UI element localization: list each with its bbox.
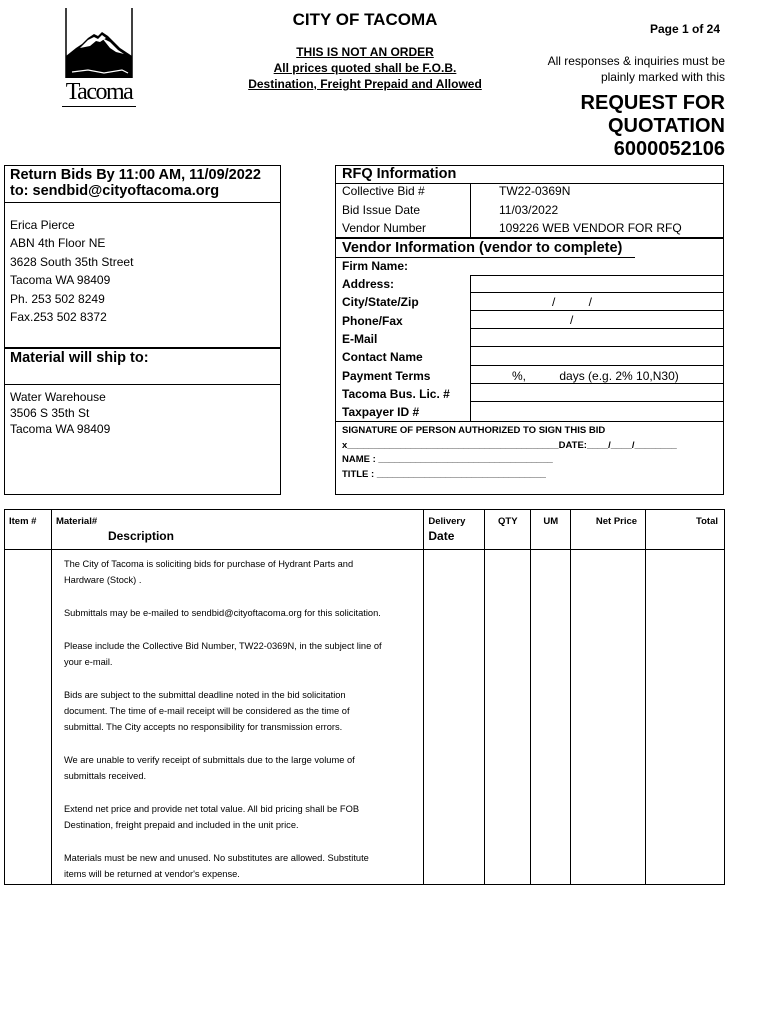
contact-line: 3628 South 35th Street: [10, 254, 134, 269]
rfq-info-header: RFQ Information: [342, 166, 457, 182]
page-number: Page 1 of 24: [649, 22, 720, 36]
tax-id-field[interactable]: [470, 402, 724, 422]
title-line[interactable]: TITLE : ________________________________: [342, 468, 546, 480]
description-paragraph: Bids are subject to the submittal deadline noted in the bid solicitation document. The time of e-mail receipt will be considered as the time of submittal. The City accepts no responsibility for transmission errors.: [63, 690, 350, 732]
payment-terms-hint: %, days (e.g. 2% 10,N30): [512, 369, 679, 383]
city-logo: [62, 8, 136, 113]
rfq-label-vendor-number: Vendor Number: [342, 221, 427, 235]
table-header-row: [5, 510, 725, 550]
return-bids-email: to: sendbid@cityoftacoma.org: [10, 183, 220, 199]
phone-fax-field[interactable]: [470, 329, 724, 347]
return-bids-deadline: Return Bids By 11:00 AM, 11/09/2022: [10, 167, 261, 183]
total-cell[interactable]: [646, 550, 725, 885]
table-row: [5, 550, 725, 885]
phone-fax-separator: /: [570, 313, 574, 327]
contact-line: Fax.253 502 8372: [10, 310, 107, 325]
rfq-value-collective-bid: TW22-0369N: [499, 184, 571, 198]
field-label-contact-name: Contact Name: [342, 350, 423, 364]
field-label-city-state-zip: City/State/Zip: [342, 295, 419, 309]
return-bids-header: [10, 167, 261, 199]
description-paragraph: Please include the Collective Bid Number, TW22-0369N, in the subject line of your e-mail.: [63, 641, 382, 667]
divider: [335, 421, 724, 422]
um-cell: [531, 550, 571, 885]
header-um: UM: [531, 510, 571, 550]
ship-to-header: Material will ship to:: [10, 350, 149, 366]
description-paragraph: Materials must be new and unused. No substitutes are allowed. Substitute items will be returned at vendor's expense.: [63, 853, 369, 879]
signature-block: [342, 424, 677, 482]
ship-address-line: 3506 S 35th St: [10, 406, 90, 420]
field-label-email: E-Mail: [342, 332, 378, 346]
field-label-firm-name: Firm Name:: [342, 259, 409, 273]
delivery-date-cell[interactable]: [424, 550, 485, 885]
city-state-zip-separators: / /: [552, 295, 593, 309]
firm-name-field[interactable]: [470, 275, 724, 293]
responses-note: [520, 53, 725, 85]
description-paragraph: Submittals may be e-mailed to sendbid@cityoftacoma.org for this solicitation.: [63, 608, 381, 618]
rfq-label-issue-date: Bid Issue Date: [342, 203, 421, 217]
rfq-title: [520, 92, 725, 161]
divider: [4, 347, 281, 349]
not-order-line1: THIS IS NOT AN ORDER: [296, 45, 434, 59]
rfq-title-line2: QUOTATION: [607, 115, 725, 137]
ship-address-line: Tacoma WA 98409: [10, 422, 111, 436]
description-paragraph: Extend net price and provide net total value. All bid pricing shall be FOB Destination, freight prepaid and included in the unit price.: [63, 804, 360, 830]
item-number-cell: [5, 550, 52, 885]
divider: [335, 237, 724, 239]
divider: [4, 202, 281, 203]
address-field[interactable]: [470, 293, 724, 311]
not-order-line3: Destination, Freight Prepaid and Allowed: [248, 77, 482, 91]
header-delivery: Delivery: [428, 516, 466, 527]
field-label-payment-terms: Payment Terms: [342, 369, 431, 383]
header-material-description: [51, 510, 423, 550]
return-bids-box: [4, 165, 281, 495]
header-material: Material#: [55, 516, 98, 527]
header-net-price: Net Price: [571, 510, 646, 550]
rfq-title-line1: REQUEST FOR: [580, 92, 725, 114]
description-paragraph: We are unable to verify receipt of submittals due to the large volume of submittals received.: [63, 755, 355, 781]
rfq-label-collective-bid: Collective Bid #: [342, 184, 425, 198]
vendor-info-header: Vendor Information (vendor to complete): [342, 240, 623, 256]
name-line[interactable]: NAME : _________________________________: [342, 454, 553, 465]
not-order-notice: [220, 44, 510, 92]
header-delivery-date: [424, 510, 485, 550]
signature-title: SIGNATURE OF PERSON AUTHORIZED TO SIGN THIS BID: [342, 425, 606, 436]
field-label-bus-lic: Tacoma Bus. Lic. #: [342, 387, 450, 401]
logo-wordmark: Tacoma: [62, 78, 136, 107]
contact-line: Tacoma WA 98409: [10, 273, 111, 288]
description-cell: [51, 550, 423, 885]
header-item-number: Item #: [5, 510, 52, 550]
description-paragraph: The City of Tacoma is soliciting bids for purchase of Hydrant Parts and Hardware (Stock) .: [63, 559, 354, 585]
header-description: Description: [107, 529, 174, 543]
field-label-address: Address:: [342, 277, 395, 291]
header-qty: QTY: [485, 510, 531, 550]
rfq-value-issue-date: 11/03/2022: [499, 203, 559, 217]
contact-line: ABN 4th Floor NE: [10, 236, 106, 251]
net-price-cell[interactable]: [571, 550, 646, 885]
not-order-line2: All prices quoted shall be F.O.B.: [273, 61, 457, 75]
rfq-value-vendor-number: 109226 WEB VENDOR FOR RFQ: [499, 221, 682, 235]
payment-terms-field[interactable]: [470, 384, 724, 402]
responses-line2: plainly marked with this: [600, 70, 725, 84]
rfq-number: 6000052106: [613, 138, 725, 160]
responses-line1: All responses & inquiries must be: [547, 54, 725, 68]
ship-address-line: Water Warehouse: [10, 390, 106, 404]
qty-cell: [485, 550, 531, 885]
divider: [4, 384, 281, 385]
contact-line: Erica Pierce: [10, 218, 75, 232]
city-name: CITY OF TACOMA: [292, 10, 438, 29]
contact-block: [10, 216, 133, 326]
items-table: [4, 509, 725, 885]
contact-line: Ph. 253 502 8249: [10, 291, 105, 306]
divider: [335, 257, 635, 258]
email-field[interactable]: [470, 347, 724, 366]
divider: [470, 183, 471, 237]
field-label-phone-fax: Phone/Fax: [342, 314, 403, 328]
header-date: Date: [428, 529, 455, 543]
ship-to-address: [10, 389, 110, 437]
field-label-taxpayer-id: Taxpayer ID #: [342, 405, 420, 419]
header-total: Total: [646, 510, 725, 550]
city-state-zip-field[interactable]: [470, 311, 724, 329]
signature-line[interactable]: x________________________________________DATE:____/____/________: [342, 439, 677, 451]
